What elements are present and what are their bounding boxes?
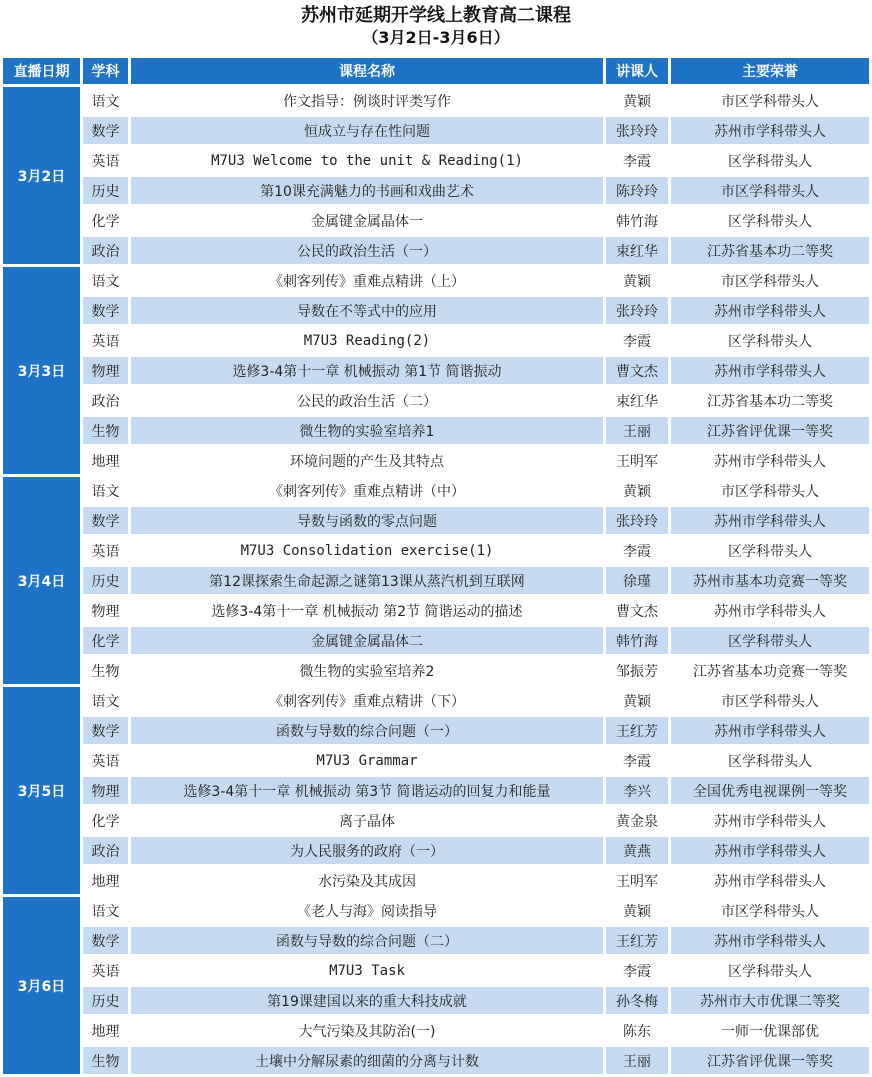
subject-cell: 数学 xyxy=(83,507,128,534)
course-cell: M7U3 Consolidation exercise(1) xyxy=(131,537,603,564)
honor-cell: 区学科带头人 xyxy=(671,747,869,774)
teacher-cell: 王丽 xyxy=(606,1047,668,1074)
honor-cell: 区学科带头人 xyxy=(671,627,869,654)
teacher-cell: 黄颖 xyxy=(606,897,668,924)
honor-cell: 苏州市学科带头人 xyxy=(671,807,869,834)
teacher-cell: 李霞 xyxy=(606,147,668,174)
honor-cell: 区学科带头人 xyxy=(671,537,869,564)
table-row xyxy=(3,747,869,774)
teacher-cell: 曹文杰 xyxy=(606,597,668,624)
honor-cell: 苏州市学科带头人 xyxy=(671,507,869,534)
course-cell: 《刺客列传》重难点精讲（下） xyxy=(131,687,603,714)
table-row xyxy=(3,207,869,234)
teacher-cell: 徐瑾 xyxy=(606,567,668,594)
subject-cell: 英语 xyxy=(83,957,128,984)
teacher-cell: 李兴 xyxy=(606,777,668,804)
teacher-cell: 王红芳 xyxy=(606,927,668,954)
date-cell: 3月4日 xyxy=(3,477,80,684)
subject-cell: 地理 xyxy=(83,1017,128,1044)
table-row xyxy=(3,1017,869,1044)
course-cell: 选修3-4第十一章 机械振动 第3节 简谐运动的回复力和能量 xyxy=(131,777,603,804)
table-row xyxy=(3,567,869,594)
honor-cell: 区学科带头人 xyxy=(671,207,869,234)
table-row xyxy=(3,117,869,144)
course-cell: M7U3 Task xyxy=(131,957,603,984)
teacher-cell: 陈东 xyxy=(606,1017,668,1044)
honor-cell: 苏州市学科带头人 xyxy=(671,597,869,624)
course-cell: 恒成立与存在性问题 xyxy=(131,117,603,144)
subject-cell: 语文 xyxy=(83,477,128,504)
table-row xyxy=(3,897,869,924)
teacher-cell: 曹文杰 xyxy=(606,357,668,384)
subject-cell: 政治 xyxy=(83,837,128,864)
table-row xyxy=(3,867,869,894)
course-cell: 函数与导数的综合问题（一） xyxy=(131,717,603,744)
header-teacher: 讲课人 xyxy=(606,58,668,84)
honor-cell: 苏州市学科带头人 xyxy=(671,927,869,954)
date-cell: 3月2日 xyxy=(3,87,80,264)
subject-cell: 生物 xyxy=(83,417,128,444)
course-cell: 函数与导数的综合问题（二） xyxy=(131,927,603,954)
page-subtitle: （3月2日-3月6日） xyxy=(362,28,510,47)
subject-cell: 英语 xyxy=(83,327,128,354)
header-honor: 主要荣誉 xyxy=(671,58,869,84)
table-row xyxy=(3,927,869,954)
subject-cell: 生物 xyxy=(83,1047,128,1074)
course-cell: 公民的政治生活（一） xyxy=(131,237,603,264)
subject-cell: 英语 xyxy=(83,747,128,774)
course-cell: 环境问题的产生及其特点 xyxy=(131,447,603,474)
teacher-cell: 李霞 xyxy=(606,747,668,774)
course-cell: M7U3 Welcome to the unit & Reading(1) xyxy=(131,147,603,174)
honor-cell: 苏州市学科带头人 xyxy=(671,357,869,384)
teacher-cell: 王明军 xyxy=(606,867,668,894)
subject-cell: 化学 xyxy=(83,807,128,834)
course-cell: 微生物的实验室培养1 xyxy=(131,417,603,444)
course-cell: 大气污染及其防治(一) xyxy=(131,1017,603,1044)
course-cell: 选修3-4第十一章 机械振动 第2节 简谐运动的描述 xyxy=(131,597,603,624)
table-row xyxy=(3,777,869,804)
honor-cell: 市区学科带头人 xyxy=(671,87,869,114)
subject-cell: 英语 xyxy=(83,147,128,174)
course-cell: 《刺客列传》重难点精讲（中） xyxy=(131,477,603,504)
teacher-cell: 黄颖 xyxy=(606,267,668,294)
teacher-cell: 李霞 xyxy=(606,957,668,984)
subject-cell: 数学 xyxy=(83,927,128,954)
teacher-cell: 王丽 xyxy=(606,417,668,444)
honor-cell: 区学科带头人 xyxy=(671,147,869,174)
honor-cell: 江苏省评优课一等奖 xyxy=(671,1047,869,1074)
table-row xyxy=(3,237,869,264)
subject-cell: 物理 xyxy=(83,357,128,384)
honor-cell: 市区学科带头人 xyxy=(671,897,869,924)
date-cell: 3月3日 xyxy=(3,267,80,474)
teacher-cell: 张玲玲 xyxy=(606,117,668,144)
table-row xyxy=(3,957,869,984)
course-cell: 第10课充满魅力的书画和戏曲艺术 xyxy=(131,177,603,204)
subject-cell: 语文 xyxy=(83,87,128,114)
table-row xyxy=(3,267,869,294)
course-cell: 金属键金属晶体一 xyxy=(131,207,603,234)
honor-cell: 区学科带头人 xyxy=(671,327,869,354)
subject-cell: 地理 xyxy=(83,867,128,894)
honor-cell: 一师一优课部优 xyxy=(671,1017,869,1044)
course-cell: M7U3 Grammar xyxy=(131,747,603,774)
honor-cell: 区学科带头人 xyxy=(671,957,869,984)
table-row xyxy=(3,147,869,174)
course-cell: 第19课建国以来的重大科技成就 xyxy=(131,987,603,1014)
table-row xyxy=(3,477,869,504)
table-row xyxy=(3,657,869,684)
honor-cell: 市区学科带头人 xyxy=(671,177,869,204)
page-title: 苏州市延期开学线上教育高二课程 xyxy=(301,5,571,26)
course-cell: 作文指导：例谈时评类写作 xyxy=(131,87,603,114)
subject-cell: 历史 xyxy=(83,177,128,204)
course-cell: 微生物的实验室培养2 xyxy=(131,657,603,684)
table-row xyxy=(3,717,869,744)
teacher-cell: 黄颖 xyxy=(606,687,668,714)
table-row xyxy=(3,417,869,444)
teacher-cell: 王红芳 xyxy=(606,717,668,744)
subject-cell: 历史 xyxy=(83,987,128,1014)
table-row xyxy=(3,987,869,1014)
honor-cell: 江苏省基本功竞赛一等奖 xyxy=(671,657,869,684)
teacher-cell: 孙冬梅 xyxy=(606,987,668,1014)
course-cell: 第12课探索生命起源之谜第13课从蒸汽机到互联网 xyxy=(131,567,603,594)
table-row xyxy=(3,1047,869,1074)
teacher-cell: 黄金泉 xyxy=(606,807,668,834)
course-cell: 离子晶体 xyxy=(131,807,603,834)
course-cell: 导数与函数的零点问题 xyxy=(131,507,603,534)
subject-cell: 政治 xyxy=(83,237,128,264)
subject-cell: 化学 xyxy=(83,207,128,234)
course-cell: M7U3 Reading(2) xyxy=(131,327,603,354)
subject-cell: 物理 xyxy=(83,597,128,624)
course-cell: 为人民服务的政府（一） xyxy=(131,837,603,864)
honor-cell: 苏州市学科带头人 xyxy=(671,447,869,474)
title-block xyxy=(0,0,872,58)
header-course: 课程名称 xyxy=(131,58,603,84)
honor-cell: 市区学科带头人 xyxy=(671,687,869,714)
table-row xyxy=(3,597,869,624)
teacher-cell: 韩竹海 xyxy=(606,207,668,234)
teacher-cell: 黄颖 xyxy=(606,87,668,114)
course-cell: 导数在不等式中的应用 xyxy=(131,297,603,324)
honor-cell: 苏州市学科带头人 xyxy=(671,717,869,744)
teacher-cell: 张玲玲 xyxy=(606,297,668,324)
table-row xyxy=(3,447,869,474)
subject-cell: 物理 xyxy=(83,777,128,804)
table-row xyxy=(3,327,869,354)
schedule-table xyxy=(0,55,872,1077)
course-cell: 公民的政治生活（二） xyxy=(131,387,603,414)
teacher-cell: 黄颖 xyxy=(606,477,668,504)
subject-cell: 语文 xyxy=(83,267,128,294)
subject-cell: 数学 xyxy=(83,717,128,744)
honor-cell: 苏州市大市优课二等奖 xyxy=(671,987,869,1014)
header-subject: 学科 xyxy=(83,58,128,84)
course-cell: 选修3-4第十一章 机械振动 第1节 简谐振动 xyxy=(131,357,603,384)
table-row xyxy=(3,837,869,864)
honor-cell: 江苏省评优课一等奖 xyxy=(671,417,869,444)
teacher-cell: 李霞 xyxy=(606,537,668,564)
honor-cell: 苏州市学科带头人 xyxy=(671,297,869,324)
table-row xyxy=(3,627,869,654)
date-cell: 3月6日 xyxy=(3,897,80,1074)
subject-cell: 政治 xyxy=(83,387,128,414)
table-row xyxy=(3,387,869,414)
table-row xyxy=(3,177,869,204)
subject-cell: 数学 xyxy=(83,117,128,144)
honor-cell: 苏州市学科带头人 xyxy=(671,837,869,864)
honor-cell: 全国优秀电视课例一等奖 xyxy=(671,777,869,804)
table-row xyxy=(3,807,869,834)
subject-cell: 化学 xyxy=(83,627,128,654)
course-cell: 《刺客列传》重难点精讲（上） xyxy=(131,267,603,294)
teacher-cell: 韩竹海 xyxy=(606,627,668,654)
table-row xyxy=(3,297,869,324)
table-row xyxy=(3,687,869,714)
table-row xyxy=(3,507,869,534)
honor-cell: 苏州市学科带头人 xyxy=(671,117,869,144)
teacher-cell: 陈玲玲 xyxy=(606,177,668,204)
subject-cell: 地理 xyxy=(83,447,128,474)
subject-cell: 生物 xyxy=(83,657,128,684)
table-row xyxy=(3,87,869,114)
header-date: 直播日期 xyxy=(3,58,80,84)
schedule-body xyxy=(3,87,869,1074)
table-row xyxy=(3,357,869,384)
header-row xyxy=(3,58,869,84)
honor-cell: 市区学科带头人 xyxy=(671,477,869,504)
subject-cell: 语文 xyxy=(83,897,128,924)
honor-cell: 市区学科带头人 xyxy=(671,267,869,294)
teacher-cell: 李霞 xyxy=(606,327,668,354)
honor-cell: 苏州市基本功竞赛一等奖 xyxy=(671,567,869,594)
teacher-cell: 束红华 xyxy=(606,387,668,414)
teacher-cell: 王明军 xyxy=(606,447,668,474)
date-cell: 3月5日 xyxy=(3,687,80,894)
teacher-cell: 邹振芳 xyxy=(606,657,668,684)
table-row xyxy=(3,537,869,564)
subject-cell: 语文 xyxy=(83,687,128,714)
teacher-cell: 张玲玲 xyxy=(606,507,668,534)
honor-cell: 苏州市学科带头人 xyxy=(671,867,869,894)
teacher-cell: 黄燕 xyxy=(606,837,668,864)
honor-cell: 江苏省基本功二等奖 xyxy=(671,237,869,264)
course-cell: 土壤中分解尿素的细菌的分离与计数 xyxy=(131,1047,603,1074)
honor-cell: 江苏省基本功二等奖 xyxy=(671,387,869,414)
subject-cell: 数学 xyxy=(83,297,128,324)
subject-cell: 英语 xyxy=(83,537,128,564)
course-cell: 水污染及其成因 xyxy=(131,867,603,894)
subject-cell: 历史 xyxy=(83,567,128,594)
course-cell: 金属键金属晶体二 xyxy=(131,627,603,654)
teacher-cell: 束红华 xyxy=(606,237,668,264)
course-cell: 《老人与海》阅读指导 xyxy=(131,897,603,924)
